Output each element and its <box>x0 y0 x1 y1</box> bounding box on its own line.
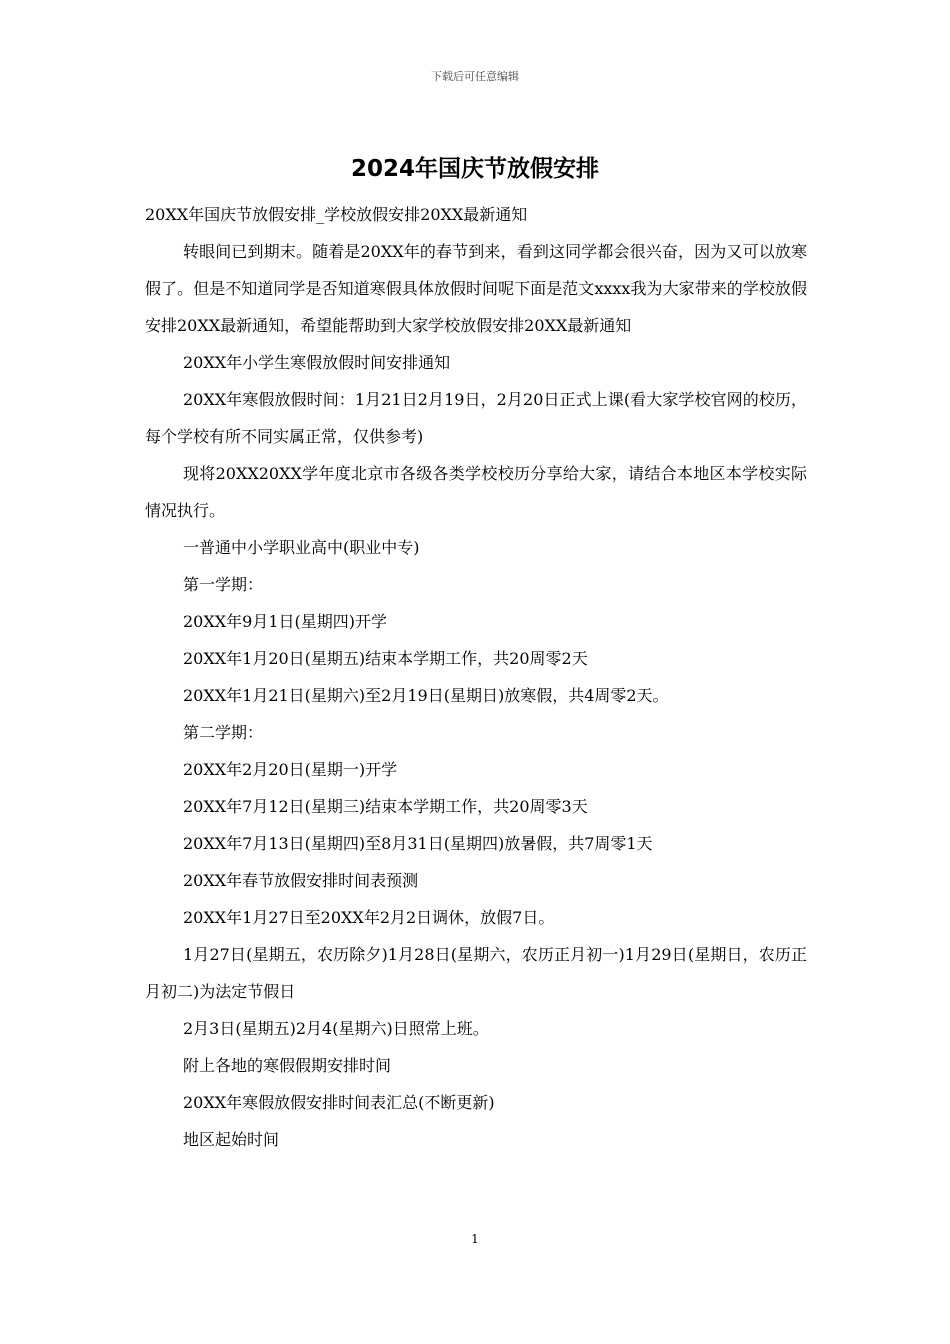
body-paragraph: 20XX年9月1日(星期四)开学 <box>183 612 387 631</box>
body-paragraph: 附上各地的寒假假期安排时间 <box>183 1056 392 1075</box>
body-paragraph: 20XX年7月13日(星期四)至8月31日(星期四)放暑假，共7周零1天 <box>183 834 653 853</box>
body-paragraph: 20XX年国庆节放假安排_学校放假安排20XX最新通知 <box>145 205 528 224</box>
document-title: 2024年国庆节放假安排 <box>350 156 599 182</box>
body-paragraph: 20XX年1月27日至20XX年2月2日调休，放假7日。 <box>183 908 555 927</box>
body-paragraph: 一普通中小学职业高中(职业中专) <box>183 538 420 557</box>
body-paragraph: 第二学期： <box>183 723 264 742</box>
body-paragraph: 20XX年1月20日(星期五)结束本学期工作，共20周零2天 <box>183 649 588 668</box>
body-paragraph: 转眼间已到期末。随着是20XX年的春节到来，看到这同学都会很兴奋，因为又可以放寒假了。但是不知道同学是否知道寒假具体放假时间呢下面是范文xxxx我为大家带来的学校放假安排20XX最新通知，希望能帮助到大家学校放假安排20XX最新通知 <box>145 242 807 335</box>
page-number: 1 <box>471 1232 479 1246</box>
body-paragraph: 20XX年寒假放假时间：1月21日2月19日，2月20日正式上课(看大家学校官网的校历，每个学校有所不同实属正常，仅供参考) <box>145 390 807 446</box>
document-body <box>145 196 807 1158</box>
body-paragraph: 第一学期： <box>183 575 264 594</box>
body-paragraph: 20XX年寒假放假安排时间表汇总(不断更新) <box>183 1093 495 1112</box>
body-paragraph: 2月3日(星期五)2月4(星期六)日照常上班。 <box>183 1019 489 1038</box>
body-paragraph: 20XX年2月20日(星期一)开学 <box>183 760 398 779</box>
body-paragraph: 20XX年1月21日(星期六)至2月19日(星期日)放寒假，共4周零2天。 <box>183 686 669 705</box>
body-paragraph: 现将20XX20XX学年度北京市各级各类学校校历分享给大家，请结合本地区本学校实际情况执行。 <box>145 464 807 520</box>
body-paragraph: 1月27日(星期五，农历除夕)1月28日(星期六，农历正月初一)1月29日(星期日，农历正月初二)为法定节假日 <box>145 945 807 1001</box>
body-paragraph: 20XX年7月12日(星期三)结束本学期工作，共20周零3天 <box>183 797 588 816</box>
body-paragraph: 20XX年春节放假安排时间表预测 <box>183 871 419 890</box>
body-paragraph: 20XX年小学生寒假放假时间安排通知 <box>183 353 451 372</box>
page-header-note: 下载后可任意编辑 <box>431 70 519 83</box>
body-paragraph: 地区起始时间 <box>183 1130 280 1149</box>
